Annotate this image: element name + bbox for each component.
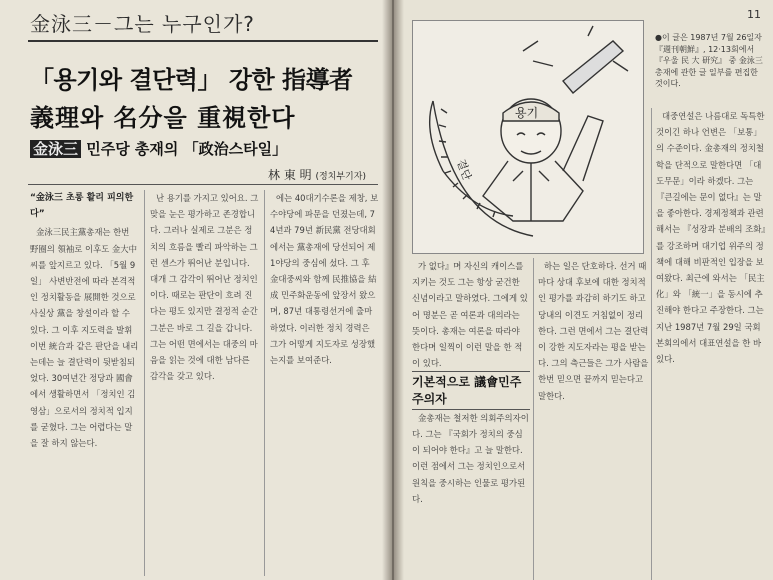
author-role: (정치부기자) <box>315 172 366 182</box>
cartoon-label: 용기 <box>515 106 539 120</box>
page-number: 11 <box>747 8 761 21</box>
series-title: 金泳三－그는 누구인가? <box>30 12 255 36</box>
column-divider <box>651 108 652 580</box>
article-column-1 <box>30 190 140 576</box>
subhead-highlight: 金泳三 <box>30 140 81 158</box>
column-text: 대중연설은 나름대로 독특한 것이긴 하나 언변은 「보통」의 수준이다. 金총재의 정치철학을 단적으로 말한다면 「대도무문」이라 하겠다. 그는 『큰길에는 문이 없다』는 말을 좋아한다. 경제정책과 관련해서는 『성장과 분배의 조화』를 강조하며 대기업 위주의 정책에 대해 비판적인 입장을 보여왔다. 최근에 와서는 「民主化」와 「統一」을 동시에 추진해야 한다고 주장한다. 그는 지난 1987년 7월 29일 국회 본회의에서 대표연설을 한 바 있다. <box>656 111 766 365</box>
byline <box>268 166 366 183</box>
author-name: 林 東 明 <box>268 168 312 182</box>
headline-secondary: 義理와 名分을 重視한다 <box>30 104 296 132</box>
caricature-drawing <box>413 21 643 253</box>
right-column-1 <box>412 258 530 580</box>
column-text: 金泳三民主黨총재는 한번 野圈의 領袖로 이후도 金大中씨를 앞지르고 있다. 「5월 9일」 사변반전에 따라 본격적인 정치활동을 展開한 것으로 사실상 黨을 창설이라 할 수 있다. 그 이후 지도력을 발휘 이번 統合과 같은 판단을 내리는데는 늘 결단력이 뒷받침되었다. 30여년간 정당과 國會에서 생활하면서 「정치인 김영삼」으로서의 정치적 입지를 굳혔다. 그는 어렵다는 말을 잘 하지 않는다. <box>30 227 139 449</box>
subhead-text: 민주당 총재의 「政治스타일」 <box>81 140 288 158</box>
right-column-3 <box>656 108 766 580</box>
column-lead: “金泳三 초롱 활리 피의한다” <box>30 193 134 220</box>
book-gutter <box>382 0 404 580</box>
column-divider <box>144 190 145 576</box>
column-text: 난 용기를 가지고 있어요. 그 맞을 눈은 평가하고 존경합니다. 그러나 실제로 그분은 정치의 흐름을 빨리 파악하는 그런 센스가 뛰어난 분입니다. 대개 그 감각이 뛰어난 정치인이다. 때로는 판단이 흐려 진다는 평도 있지만 결정적 순간 그분은 바로 그 길을 갑니다. 그는 어떤 면에서는 대중의 마음을 읽는 것에 대한 남다른 감각을 갖고 있다. <box>150 193 259 382</box>
column-text: 에는 40대기수론을 제창, 보수야당에 파문을 던졌는데, 74년과 79년 新民黨 전당대회에서는 黨총재에 당선되어 제1야당의 중심에 섰다. 그 후 金대중씨와 함께 民推協을 結成 민주화운동에 앞장서 왔으며, 87년 대통령선거에 출마하였다. 이러한 정치 경력은 그가 어떻게 지도자로 성장했는지를 보여준다. <box>270 193 379 366</box>
article-column-3 <box>270 190 380 576</box>
subheadline <box>30 138 287 159</box>
cartoon-caption: 결단 <box>454 157 474 183</box>
column-text: 金총재는 철저한 의회주의자이다. 그는 『국회가 정치의 중심이 되어야 한다』고 늘 말한다. 이런 점에서 그는 정치인으로서 원칙을 중시하는 인물로 평가된다. <box>412 412 529 504</box>
article-column-2 <box>150 190 260 576</box>
right-page <box>392 0 773 580</box>
column-divider <box>264 190 265 576</box>
column-divider <box>533 258 534 580</box>
right-column-2 <box>538 258 650 580</box>
headline-primary: 「용기와 결단력」 강한 指導者 <box>30 66 353 94</box>
column-text: 하는 일은 단호하다. 선거 때마다 상대 후보에 대한 정치적인 평가를 과감히 하기도 하고 당내의 이견도 거침없이 정리한다. 그런 면에서 그는 결단력이 강한 지도자라는 평을 받는다. 그의 측근들은 그가 사람을 한번 믿으면 끝까지 믿는다고 말한다. <box>538 261 649 401</box>
source-note: ●이 글은 1987년 7월 26일자 『週刊朝鮮』, 12·13회에서 『우울 民 大 研究』 중 金泳三 총재에 관한 글 일부를 편집한 것이다. <box>655 33 763 88</box>
title-divider <box>28 40 378 42</box>
body-divider <box>28 184 378 185</box>
caricature-illustration <box>412 20 644 254</box>
section-heading: 기본적으로 議會민주주의자 <box>412 371 530 409</box>
column-text: 가 없다』며 자신의 캐이스를 지키는 것도 그는 항상 굳건한 신념이라고 말하였다. 그에게 있어 명분은 곧 여론과 대의라는 뜻이다. 총재는 여론을 따라야 한다며 일찍이 이런 말을 한 적이 있다. <box>412 261 528 369</box>
